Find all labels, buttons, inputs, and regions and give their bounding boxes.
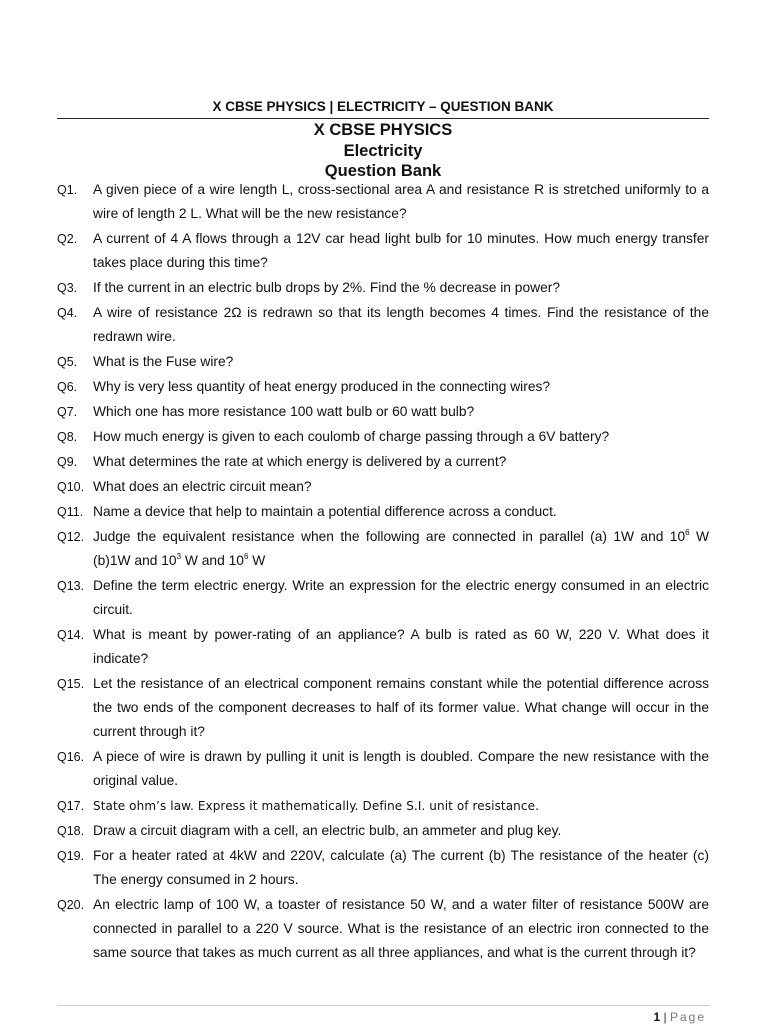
question-text: A piece of wire is drawn by pulling it unit is length is doubled. Compare the new resistance with the original value.	[93, 749, 709, 788]
question-number: Q7.	[57, 405, 78, 419]
question-text: Which one has more resistance 100 watt bulb or 60 watt bulb?	[93, 404, 475, 419]
running-header: X CBSE PHYSICS | ELECTRICITY – QUESTION BANK	[212, 99, 554, 114]
question-text: A wire of resistance 2Ω is redrawn so that its length becomes 4 times. Find the resistance of the redrawn wire.	[93, 305, 709, 344]
question-item	[57, 844, 709, 892]
question-text-part: W and 10	[181, 553, 244, 568]
title-block	[57, 120, 709, 182]
question-list	[57, 178, 709, 966]
question-item	[57, 745, 709, 793]
question-number: Q4.	[57, 306, 78, 320]
question-number: Q6.	[57, 380, 78, 394]
question-text: Why is very less quantity of heat energy produced in the connecting wires?	[93, 379, 551, 394]
question-item	[57, 425, 709, 449]
superscript-exponent: 6	[685, 528, 690, 537]
question-number: Q12.	[57, 530, 85, 544]
question-text	[93, 525, 709, 573]
question-item	[57, 672, 709, 744]
question-item	[57, 350, 709, 374]
question-text: State ohm’s law. Express it mathematically. Define S.I. unit of resistance.	[93, 799, 539, 813]
question-number: Q5.	[57, 355, 78, 369]
question-text: Let the resistance of an electrical component remains constant while the potential difference across the two ends of the component decreases to half of its former value. What change will occur in the current through it?	[93, 676, 709, 739]
question-text: How much energy is given to each coulomb of charge passing through a 6V battery?	[93, 429, 610, 444]
question-item	[57, 623, 709, 671]
question-item	[57, 178, 709, 226]
question-item	[57, 375, 709, 399]
question-number: Q16.	[57, 750, 85, 764]
question-text: An electric lamp of 100 W, a toaster of resistance 50 W, and a water filter of resistance 500W are connected in parallel to a 220 V source. What is the resistance of an electric iron connected to the same source that takes as much current as all three appliances, and what is the current through it?	[93, 897, 709, 960]
question-text: What determines the rate at which energy is delivered by a current?	[93, 454, 507, 469]
question-number: Q17.	[57, 799, 85, 813]
question-text-part: W (b)1W and 10	[93, 529, 709, 568]
question-text: A given piece of a wire length L, cross-sectional area A and resistance R is stretched uniformly to a wire of length 2 L. What will be the new resistance?	[93, 182, 709, 221]
question-number: Q19.	[57, 849, 85, 863]
question-number: Q8.	[57, 430, 78, 444]
question-number: Q3.	[57, 281, 78, 295]
question-item	[57, 574, 709, 622]
question-text: If the current in an electric bulb drops by 2%. Find the % decrease in power?	[93, 280, 561, 295]
footer-separator: |	[660, 1010, 670, 1024]
page-footer	[653, 1010, 706, 1024]
question-text: A current of 4 A flows through a 12V car head light bulb for 10 minutes. How much energy transfer takes place during this time?	[93, 231, 709, 270]
question-number: Q9.	[57, 455, 78, 469]
header-divider	[57, 118, 709, 119]
superscript-exponent: 6	[243, 552, 249, 561]
question-item	[57, 400, 709, 424]
question-number: Q2.	[57, 232, 78, 246]
question-number: Q20.	[57, 898, 85, 912]
question-number: Q15.	[57, 677, 85, 691]
question-item	[57, 893, 709, 965]
question-text-part: W	[248, 553, 266, 568]
question-item	[57, 301, 709, 349]
question-number: Q18.	[57, 824, 85, 838]
question-text: What is the Fuse wire?	[93, 354, 234, 369]
question-number: Q1.	[57, 183, 78, 197]
superscript-exponent: 3	[176, 552, 182, 561]
question-item	[57, 475, 709, 499]
question-text: What is meant by power-rating of an appliance? A bulb is rated as 60 W, 220 V. What does it indicate?	[93, 627, 709, 666]
question-text: Draw a circuit diagram with a cell, an electric bulb, an ammeter and plug key.	[93, 823, 562, 838]
page-label: Page	[669, 1010, 706, 1024]
question-number: Q10.	[57, 480, 85, 494]
question-text-part: Judge the equivalent resistance when the following are connected in parallel (a) 1W and 10	[93, 529, 686, 544]
document-subject: Electricity	[343, 141, 423, 160]
question-item	[57, 500, 709, 524]
question-item	[57, 819, 709, 843]
footer-divider	[57, 1005, 709, 1006]
question-text: What does an electric circuit mean?	[93, 479, 312, 494]
page-number: 1	[653, 1010, 661, 1024]
question-text: Name a device that help to maintain a potential difference across a conduct.	[93, 504, 557, 519]
question-number: Q11.	[57, 505, 84, 519]
question-item	[57, 276, 709, 300]
question-number: Q13.	[57, 579, 85, 593]
question-text: For a heater rated at 4kW and 220V, calculate (a) The current (b) The resistance of the heater (c) The energy consumed in 2 hours.	[93, 848, 709, 887]
question-item	[57, 525, 709, 573]
question-item	[57, 794, 709, 818]
question-item	[57, 227, 709, 275]
question-text: Define the term electric energy. Write an expression for the electric energy consumed in an electric circuit.	[93, 578, 709, 617]
document-title: X CBSE PHYSICS	[313, 121, 453, 139]
document-subtitle: Question Bank	[324, 162, 442, 180]
question-item	[57, 450, 709, 474]
question-number: Q14.	[57, 628, 85, 642]
